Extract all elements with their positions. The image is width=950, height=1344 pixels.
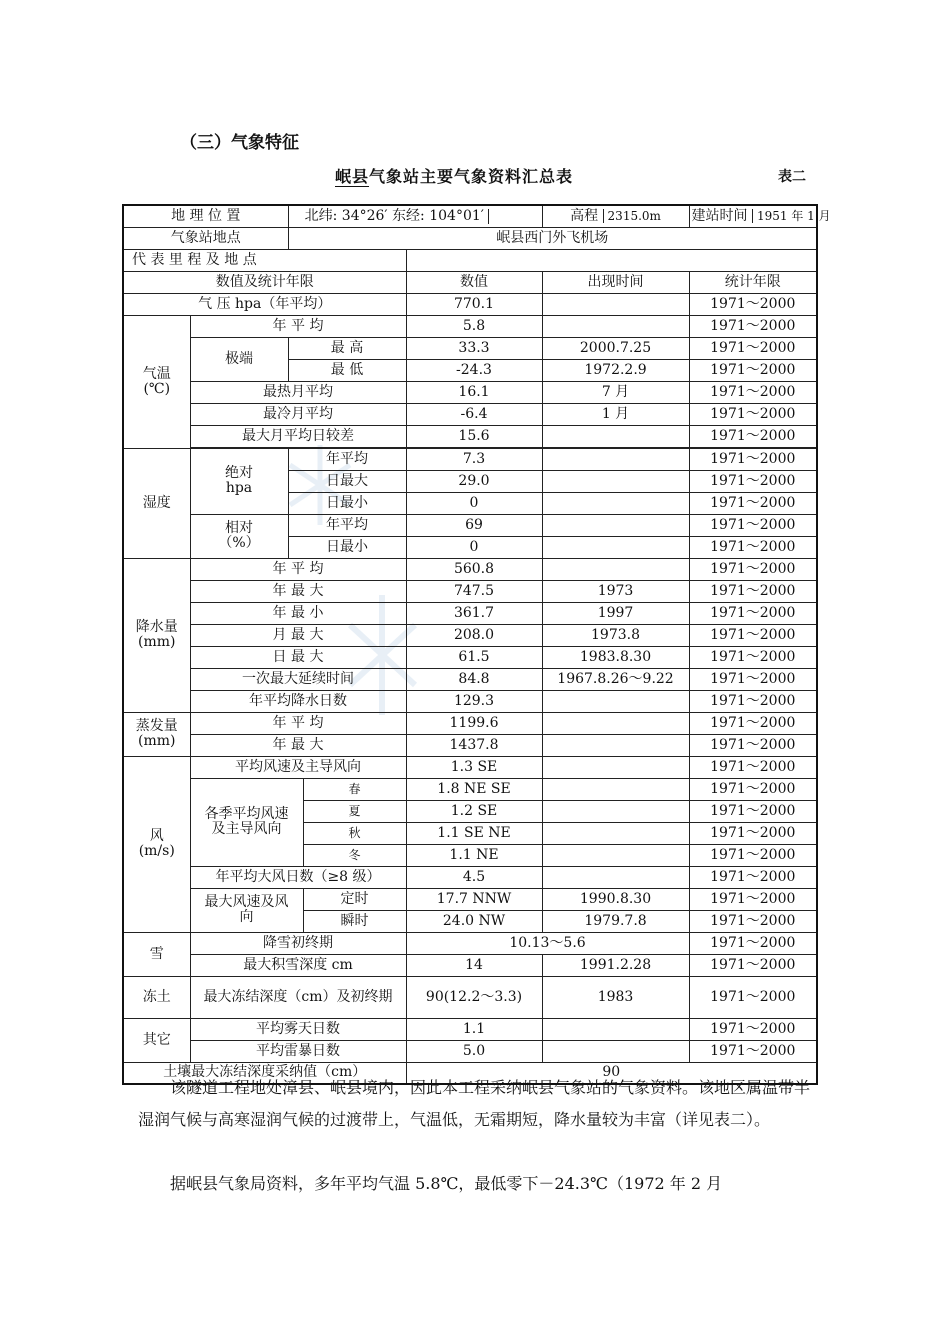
- time-cell: [542, 448, 689, 470]
- value-cell: 0: [406, 492, 542, 514]
- label-cell: 最大积雪深度 cm: [190, 954, 406, 976]
- time-cell: [542, 822, 689, 844]
- years-cell: 1971～2000: [689, 756, 817, 778]
- years-cell: 1971～2000: [689, 514, 817, 536]
- label-cell: 土壤最大冻结深度采纳值（cm）: [123, 1062, 406, 1084]
- geo-elev: [542, 205, 689, 227]
- humidity-group: 湿度: [123, 448, 190, 558]
- years-cell: 1971～2000: [689, 800, 817, 822]
- table-title-prefix: 岷县: [335, 167, 370, 186]
- time-cell: [542, 800, 689, 822]
- label-cell: 瞬时: [303, 910, 406, 932]
- label-cell: 日最小: [288, 536, 406, 558]
- value-cell: 560.8: [406, 558, 542, 580]
- time-cell: 2000.7.25: [542, 337, 689, 359]
- frost-group: 冻土: [123, 976, 190, 1018]
- label-cell: 冬: [303, 844, 406, 866]
- value-cell: 4.5: [406, 866, 542, 888]
- label-cell: 夏: [303, 800, 406, 822]
- label-cell: 定时: [303, 888, 406, 910]
- label-cell: 年平均: [288, 514, 406, 536]
- label-cell: 降雪初终期: [190, 932, 406, 954]
- years-cell: 1971～2000: [689, 359, 817, 381]
- time-cell: 1979.7.8: [542, 910, 689, 932]
- value-cell: 5.0: [406, 1040, 542, 1062]
- value-cell: 208.0: [406, 624, 542, 646]
- section-heading: （三）气象特征: [180, 133, 299, 153]
- header-years: 统计年限: [689, 271, 817, 293]
- rep-label: 代 表 里 程 及 地 点: [123, 249, 406, 271]
- time-cell: [542, 690, 689, 712]
- value-cell: 1.1 SE NE: [406, 822, 542, 844]
- value-cell: 69: [406, 514, 542, 536]
- label-cell: 日最小: [288, 492, 406, 514]
- time-cell: [542, 536, 689, 558]
- table-row: [123, 1018, 817, 1040]
- header-time: 出现时间: [542, 271, 689, 293]
- value-cell: 10.13～5.6: [406, 932, 689, 954]
- label-cell: 最 高: [288, 337, 406, 359]
- label-cell: 年 最 小: [190, 602, 406, 624]
- time-cell: 7 月: [542, 381, 689, 403]
- table-tag: 表二: [778, 169, 806, 185]
- table-row: [123, 866, 817, 888]
- value-cell: 14: [406, 954, 542, 976]
- time-cell: [542, 866, 689, 888]
- geo-label: 地 理 位 置: [123, 205, 288, 227]
- temp-group: 气温 (℃): [123, 315, 190, 448]
- years-cell: 1971～2000: [689, 668, 817, 690]
- years-cell: 1971～2000: [689, 381, 817, 403]
- value-cell: 770.1: [406, 293, 542, 315]
- table-row: [123, 888, 817, 910]
- years-cell: 1971～2000: [689, 580, 817, 602]
- table-row: [123, 448, 817, 470]
- years-cell: 1971～2000: [689, 315, 817, 337]
- label-cell: 平均雾天日数: [190, 1018, 406, 1040]
- time-cell: [542, 558, 689, 580]
- header-item: 数值及统计年限: [123, 271, 406, 293]
- built-value: 1951 年 1 月: [752, 209, 831, 223]
- time-cell: [542, 492, 689, 514]
- value-cell: 1.1: [406, 1018, 542, 1040]
- years-cell: 1971～2000: [689, 844, 817, 866]
- time-cell: 1967.8.26～9.22: [542, 668, 689, 690]
- label-cell: 平均雷暴日数: [190, 1040, 406, 1062]
- label-cell: 年 最 大: [190, 580, 406, 602]
- label-cell: 一次最大延续时间: [190, 668, 406, 690]
- years-cell: 1971～2000: [689, 976, 817, 1018]
- years-cell: 1971～2000: [689, 448, 817, 470]
- precip-group: 降水量 (mm): [123, 558, 190, 712]
- table-row: [123, 315, 817, 337]
- value-cell: 1437.8: [406, 734, 542, 756]
- elev-value: 2315.0m: [603, 209, 661, 223]
- time-cell: 1983.8.30: [542, 646, 689, 668]
- label-cell: 最大冻结深度（cm）及初终期: [190, 976, 406, 1018]
- years-cell: 1971～2000: [689, 425, 817, 447]
- table-row: [123, 954, 817, 976]
- value-cell: 1.3 SE: [406, 756, 542, 778]
- label-cell: 年 最 大: [190, 734, 406, 756]
- years-cell: 1971～2000: [689, 624, 817, 646]
- season-wind-label: 各季平均风速及主导风向: [190, 778, 303, 866]
- value-cell: 84.8: [406, 668, 542, 690]
- table-row: [123, 778, 817, 800]
- table-row: [123, 976, 817, 1018]
- time-cell: [542, 778, 689, 800]
- extreme-label: 极端: [190, 337, 288, 381]
- geo-coords-text: 北纬: 34°26′ 东经: 104°01′: [304, 207, 484, 224]
- time-cell: 1973.8: [542, 624, 689, 646]
- time-cell: [542, 756, 689, 778]
- years-cell: 1971～2000: [689, 1018, 817, 1040]
- years-cell: 1971～2000: [689, 888, 817, 910]
- label-cell: 最热月平均: [190, 381, 406, 403]
- value-cell: 33.3: [406, 337, 542, 359]
- value-cell: 1.8 NE SE: [406, 778, 542, 800]
- value-cell: 0: [406, 536, 542, 558]
- time-cell: 1 月: [542, 403, 689, 425]
- years-cell: 1971～2000: [689, 536, 817, 558]
- years-cell: 1971～2000: [689, 646, 817, 668]
- rep-value: [406, 249, 817, 271]
- years-cell: 1971～2000: [689, 470, 817, 492]
- time-cell: [542, 844, 689, 866]
- table-row: [123, 205, 817, 227]
- value-cell: 61.5: [406, 646, 542, 668]
- label-cell: 年 平 均: [190, 712, 406, 734]
- years-cell: 1971～2000: [689, 778, 817, 800]
- value-cell: 1.1 NE: [406, 844, 542, 866]
- value-cell: 361.7: [406, 602, 542, 624]
- value-cell: 1199.6: [406, 712, 542, 734]
- time-cell: [542, 470, 689, 492]
- years-cell: 1971～2000: [689, 558, 817, 580]
- elev-label: 高程: [570, 207, 599, 224]
- label-cell: 最冷月平均: [190, 403, 406, 425]
- years-cell: 1971～2000: [689, 1040, 817, 1062]
- value-cell: 16.1: [406, 381, 542, 403]
- label-cell: 秋: [303, 822, 406, 844]
- geo-coords: [288, 205, 542, 227]
- value-cell: 15.6: [406, 425, 542, 447]
- table-row: [123, 514, 817, 536]
- years-cell: 1971～2000: [689, 866, 817, 888]
- table-row: [123, 756, 817, 778]
- table-row: [123, 337, 817, 359]
- label-cell: 最大月平均日较差: [190, 425, 406, 447]
- evap-group: 蒸发量 (mm): [123, 712, 190, 756]
- label-cell: 年平均降水日数: [190, 690, 406, 712]
- years-cell: 1971～2000: [689, 910, 817, 932]
- table-row: [123, 249, 817, 271]
- value-cell: 90: [406, 1062, 817, 1084]
- years-cell: 1971～2000: [689, 712, 817, 734]
- value-cell: 747.5: [406, 580, 542, 602]
- rel-humidity-label: 相对 （%）: [190, 514, 288, 558]
- header-value: 数值: [406, 271, 542, 293]
- label-cell: 最 低: [288, 359, 406, 381]
- years-cell: 1971～2000: [689, 822, 817, 844]
- value-cell: 129.3: [406, 690, 542, 712]
- label-cell: 春: [303, 778, 406, 800]
- table-row: [123, 580, 817, 602]
- label-cell: 年平均: [288, 448, 406, 470]
- label-cell: 年 平 均: [190, 558, 406, 580]
- time-cell: [542, 1040, 689, 1062]
- time-cell: 1972.2.9: [542, 359, 689, 381]
- value-cell: -6.4: [406, 403, 542, 425]
- years-cell: 1971～2000: [689, 337, 817, 359]
- table-row: [123, 1040, 817, 1062]
- geo-built: [689, 205, 831, 227]
- table-row: [123, 602, 817, 624]
- label-cell: 日 最 大: [190, 646, 406, 668]
- years-cell: 1971～2000: [689, 734, 817, 756]
- time-cell: [542, 1018, 689, 1040]
- value-cell: 24.0 NW: [406, 910, 542, 932]
- time-cell: 1990.8.30: [542, 888, 689, 910]
- years-cell: 1971～2000: [689, 932, 817, 954]
- table-row: [123, 690, 817, 712]
- value-cell: 5.8: [406, 315, 542, 337]
- time-cell: 1991.2.28: [542, 954, 689, 976]
- site-value: 岷县西门外飞机场: [288, 227, 817, 249]
- time-cell: 1983: [542, 976, 689, 1018]
- time-cell: [542, 712, 689, 734]
- snow-group: 雪: [123, 932, 190, 976]
- table-title-rest: 气象站主要气象资料汇总表: [369, 167, 574, 186]
- table-row: [123, 425, 817, 447]
- weather-summary-table: [122, 204, 831, 1085]
- value-cell: 1.2 SE: [406, 800, 542, 822]
- built-label: 建站时间: [691, 207, 748, 224]
- table-row: [123, 558, 817, 580]
- time-cell: [542, 734, 689, 756]
- years-cell: 1971～2000: [689, 954, 817, 976]
- label-cell: 年 平 均: [190, 315, 406, 337]
- max-wind-label: 最大风速及风向: [190, 888, 303, 932]
- label-cell: 月 最 大: [190, 624, 406, 646]
- years-cell: 1971～2000: [689, 492, 817, 514]
- label-cell: 年平均大风日数（≥8 级）: [190, 866, 406, 888]
- table-row: [123, 293, 817, 315]
- time-cell: [542, 425, 689, 447]
- wind-group: 风 (m/s): [123, 756, 190, 932]
- years-cell: 1971～2000: [689, 690, 817, 712]
- pressure-label: 气 压 hpa（年平均）: [123, 293, 406, 315]
- value-cell: 29.0: [406, 470, 542, 492]
- table-row: [123, 624, 817, 646]
- years-cell: 1971～2000: [689, 602, 817, 624]
- table-row: [123, 381, 817, 403]
- table-row: [123, 668, 817, 690]
- years-cell: 1971～2000: [689, 403, 817, 425]
- paragraph-1: 该隧道工程地处漳县、岷县境内，因此本工程采纳岷县气象站的气象资料。该地区属温带半湿润气候与高寒湿润气候的过渡带上，气温低，无霜期短，降水量较为丰富（详见表二）。: [138, 1078, 811, 1129]
- paragraph-2: 据岷县气象局资料，多年平均气温 5.8℃，最低零下－24.3℃（1972 年 2 月: [170, 1174, 723, 1193]
- table-row: [123, 227, 817, 249]
- value-cell: 90(12.2～3.3): [406, 976, 542, 1018]
- site-label: 气象站地点: [123, 227, 288, 249]
- time-cell: 1997: [542, 602, 689, 624]
- time-cell: [542, 514, 689, 536]
- value-cell: -24.3: [406, 359, 542, 381]
- label-cell: 平均风速及主导风向: [190, 756, 406, 778]
- value-cell: 17.7 NNW: [406, 888, 542, 910]
- table-row: [123, 734, 817, 756]
- value-cell: 7.3: [406, 448, 542, 470]
- other-group: 其它: [123, 1018, 190, 1062]
- table-title: [335, 164, 573, 187]
- table-row: [123, 403, 817, 425]
- table-row: [123, 712, 817, 734]
- table-row: [123, 646, 817, 668]
- table-header-row: [123, 271, 817, 293]
- time-cell: [542, 293, 689, 315]
- time-cell: [542, 315, 689, 337]
- label-cell: 日最大: [288, 470, 406, 492]
- table-row: [123, 932, 817, 954]
- time-cell: 1973: [542, 580, 689, 602]
- years-cell: 1971～2000: [689, 293, 817, 315]
- abs-humidity-label: 绝对 hpa: [190, 448, 288, 514]
